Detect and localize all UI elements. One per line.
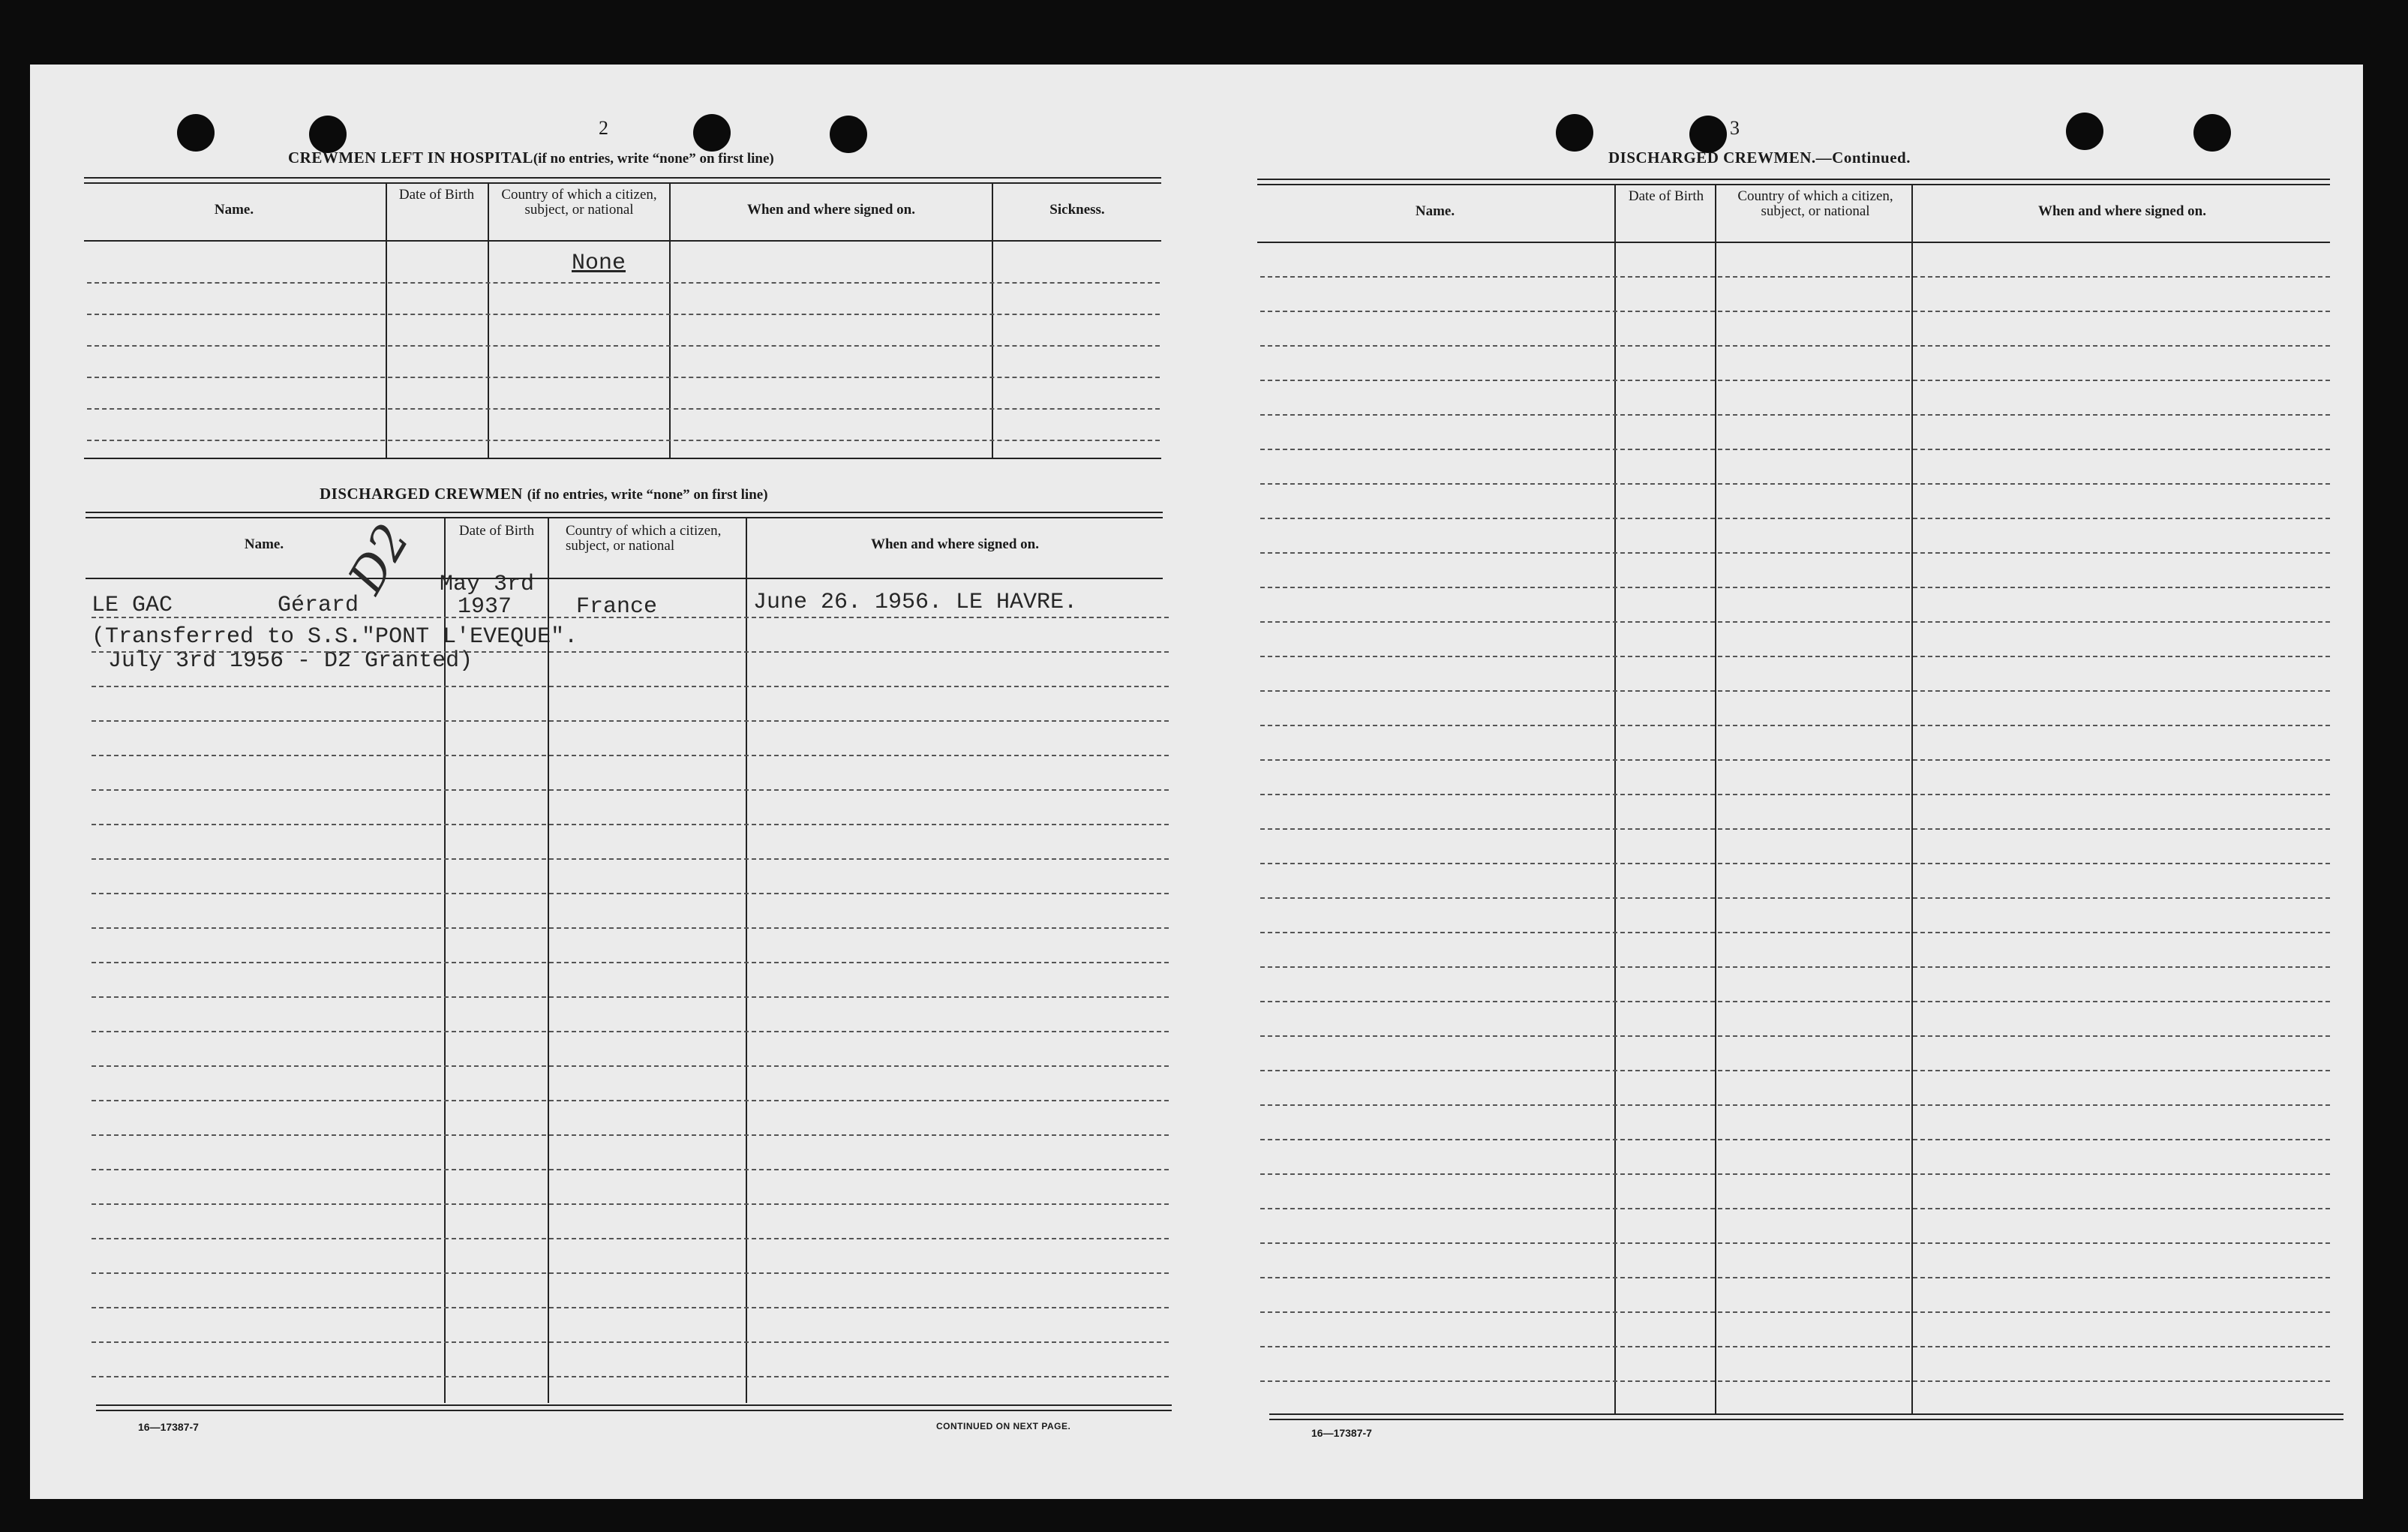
discharged-header-signed: When and where signed on. [870,536,1039,552]
right-row-line [1260,552,2330,554]
document-paper [30,65,2363,1499]
left-page-number: 2 [599,117,608,139]
right-header-country: Country of which a citizen, subject, or national [1737,188,1893,219]
discharged-row-line [92,996,1169,998]
discharged-section-title [320,485,768,503]
continued-on-next-page: CONTINUED ON NEXT PAGE. [936,1421,1071,1431]
right-page-title: DISCHARGED CREWMEN.—Continued. [1608,149,1911,167]
discharged-row-line [92,1238,1169,1239]
right-row-line [1260,1070,2330,1071]
discharged-header-dob: Date of Birth [458,523,535,539]
punch-hole [2066,113,2103,150]
right-row-line [1260,1139,2330,1140]
right-row-line [1260,1311,2330,1313]
col-divider [548,518,549,1403]
right-row-line [1260,587,2330,588]
crewman-transfer-note-2: July 3rd 1956 - D2 Granted) [108,648,473,674]
handwritten-d2-annotation: D2 [338,515,422,603]
hospital-title-text: CREWMEN LEFT IN HOSPITAL [288,149,533,167]
punch-hole [1556,114,1593,152]
right-row-line [1260,345,2330,347]
discharged-row-line [92,651,1169,653]
discharged-header-name: Name. [244,536,284,552]
discharged-header-rule [86,578,1163,579]
discharged-row-line [92,1203,1169,1205]
right-header-rule [1257,242,2330,243]
crewman-surname: LE GAC [92,593,173,618]
col-divider [386,183,387,459]
discharged-row-line [92,927,1169,929]
hospital-row-line [87,440,1160,441]
crewman-country: France [576,594,658,620]
discharged-row-line [92,1341,1169,1343]
discharged-row-line [92,720,1169,722]
discharged-instruction: (if no entries, write “none” on first line) [527,487,768,503]
discharged-row-line [92,789,1169,791]
hospital-header-country: Country of which a citizen, subject, or national [501,187,657,218]
discharged-header-country: Country of which a citizen, subject, or national [566,523,722,554]
right-row-line [1260,414,2330,416]
col-divider [992,183,993,459]
right-row-line [1260,656,2330,657]
hospital-table-top-rule [84,177,1161,184]
hospital-header-name: Name. [214,202,254,218]
right-row-line [1260,725,2330,726]
discharged-row-line [92,686,1169,687]
discharged-row-line [92,962,1169,963]
discharged-row-line [92,1031,1169,1032]
col-divider [488,183,489,459]
punch-hole [830,116,867,153]
right-header-signed: When and where signed on. [2037,203,2206,219]
punch-hole [309,116,347,153]
right-row-line [1260,1173,2330,1175]
left-form-code: 16—17387-7 [138,1421,199,1433]
right-form-code: 16—17387-7 [1311,1427,1372,1439]
discharged-row-line [92,858,1169,860]
right-header-name: Name. [1415,203,1455,219]
right-row-line [1260,863,2330,864]
right-row-line [1260,449,2330,450]
discharged-title-text: DISCHARGED CREWMEN [320,485,523,503]
discharged-row-line [92,893,1169,894]
right-row-line [1260,311,2330,312]
hospital-header-dob: Date of Birth [398,187,475,203]
hospital-header-rule [84,240,1161,242]
discharged-table-top-rule [86,512,1163,518]
discharged-row-line [92,1100,1169,1101]
discharged-row-line [92,1134,1169,1136]
hospital-row-line [87,345,1160,347]
discharged-row-line [92,824,1169,825]
punch-hole [177,114,215,152]
right-row-line [1260,759,2330,761]
hospital-row-line [87,314,1160,315]
right-row-line [1260,621,2330,623]
hospital-header-sickness: Sickness. [1049,202,1105,218]
right-row-line [1260,1001,2330,1002]
right-row-line [1260,1035,2330,1037]
col-divider [1911,185,1913,1413]
hospital-header-signed: When and where signed on. [746,202,915,218]
hospital-none-entry: None [572,251,626,276]
right-row-line [1260,1242,2330,1244]
discharged-row-line [92,1376,1169,1377]
right-row-line [1260,483,2330,485]
discharged-row-line [92,1169,1169,1170]
right-page-number: 3 [1730,117,1740,139]
col-divider [1614,185,1616,1413]
col-divider [746,518,747,1403]
right-row-line [1260,518,2330,519]
right-bottom-rule [1269,1413,2343,1420]
hospital-bottom-rule [84,458,1161,459]
right-row-line [1260,1346,2330,1347]
right-row-line [1260,932,2330,933]
right-row-line [1260,380,2330,381]
right-row-line [1260,966,2330,968]
discharged-bottom-rule [96,1404,1172,1411]
discharged-row-line [92,1307,1169,1308]
right-row-line [1260,1277,2330,1278]
col-divider [669,183,671,459]
crewman-dob-line1: May 3rd [440,572,535,597]
hospital-row-line [87,282,1160,284]
crewman-dob-line2: 1937 [458,594,512,620]
punch-hole [1689,116,1727,153]
right-row-line [1260,794,2330,795]
discharged-row-line [92,755,1169,756]
discharged-row-line [92,617,1169,618]
crewman-given-name: Gérard [278,593,359,618]
right-row-line [1260,1104,2330,1106]
crewman-signed-on: June 26. 1956. LE HAVRE. [753,590,1078,615]
right-row-line [1260,1380,2330,1382]
right-row-line [1260,276,2330,278]
col-divider [1715,185,1716,1413]
right-row-line [1260,897,2330,899]
right-header-dob: Date of Birth [1628,188,1704,204]
right-table-top-rule [1257,179,2330,185]
hospital-row-line [87,408,1160,410]
discharged-row-line [92,1272,1169,1274]
punch-hole [2193,114,2231,152]
right-row-line [1260,690,2330,692]
hospital-section-title [288,149,774,167]
hospital-row-line [87,377,1160,378]
right-row-line [1260,1208,2330,1209]
discharged-row-line [92,1065,1169,1067]
hospital-instruction: (if no entries, write “none” on first line) [533,151,774,167]
right-row-line [1260,828,2330,830]
crewman-transfer-note-1: (Transferred to S.S."PONT L'EVEQUE". [92,624,578,650]
punch-hole [693,114,731,152]
